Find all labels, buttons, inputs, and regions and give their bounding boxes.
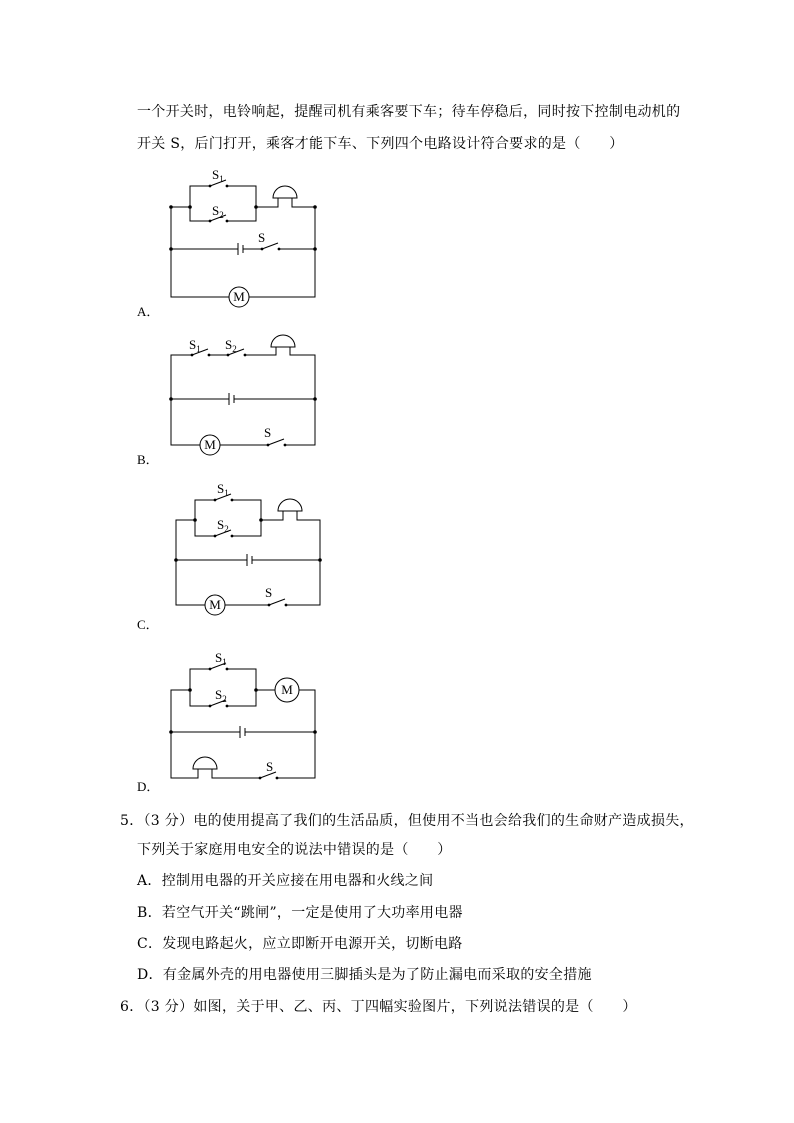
option-b-label: B． bbox=[137, 452, 159, 467]
circuit-diagram-b bbox=[160, 335, 330, 455]
motor-label: M bbox=[281, 682, 293, 697]
switch-s1-label: $S_1$ bbox=[189, 337, 201, 354]
circuit-diagram-a bbox=[160, 165, 330, 305]
option-a-label: A． bbox=[137, 304, 160, 319]
switch-s-label: S bbox=[266, 759, 274, 774]
switch-s2-label: $S_2$ bbox=[217, 517, 229, 534]
switch-s1-label: $S_1$ bbox=[217, 481, 229, 498]
q5-stem-line2: 下列关于家庭用电安全的说法中错误的是（ ） bbox=[137, 842, 452, 858]
circuit-diagram-d bbox=[160, 648, 330, 783]
switch-s-label: S bbox=[264, 425, 272, 440]
switch-s2-label: $S_2$ bbox=[225, 337, 237, 354]
switch-s-label: S bbox=[258, 230, 266, 245]
q5-option-d: D．有金属外壳的用电器使用三脚插头是为了防止漏电而采取的安全措施 bbox=[137, 967, 592, 983]
switch-s1-label: $S_1$ bbox=[215, 650, 227, 667]
switch-s1-label: $S_1$ bbox=[212, 167, 224, 184]
option-d-label: D． bbox=[137, 779, 160, 794]
switch-s-label: S bbox=[265, 585, 273, 600]
motor-label: M bbox=[209, 597, 221, 612]
switch-s2-label: $S_2$ bbox=[215, 687, 227, 704]
q4-stem-line2: 开关 S，后门打开，乘客才能下车、下列四个电路设计符合要求的是（ ） bbox=[137, 136, 624, 152]
q6-stem: 6．（3 分）如图，关于甲、乙、丙、丁四幅实验图片，下列说法错误的是（ ） bbox=[120, 999, 637, 1015]
q5-option-b: B．若空气开关“跳闸”，一定是使用了大功率用电器 bbox=[137, 905, 463, 921]
q5-stem-line1: 5．（3 分）电的使用提高了我们的生活品质，但使用不当也会给我们的生命财产造成损失， bbox=[120, 813, 694, 829]
switch-s2-label: $S_2$ bbox=[212, 203, 224, 220]
option-c-label: C． bbox=[137, 617, 159, 632]
motor-label: M bbox=[233, 289, 245, 304]
q5-option-c: C．发现电路起火，应立即断开电源开关，切断电路 bbox=[137, 936, 463, 952]
motor-label: M bbox=[204, 437, 216, 452]
circuit-diagram-c bbox=[165, 480, 335, 615]
q5-option-a: A．控制用电器的开关应接在用电器和火线之间 bbox=[137, 873, 434, 889]
q4-stem-line1: 一个开关时，电铃响起，提醒司机有乘客要下车；待车停稳后，同时按下控制电动机的 bbox=[137, 104, 681, 120]
